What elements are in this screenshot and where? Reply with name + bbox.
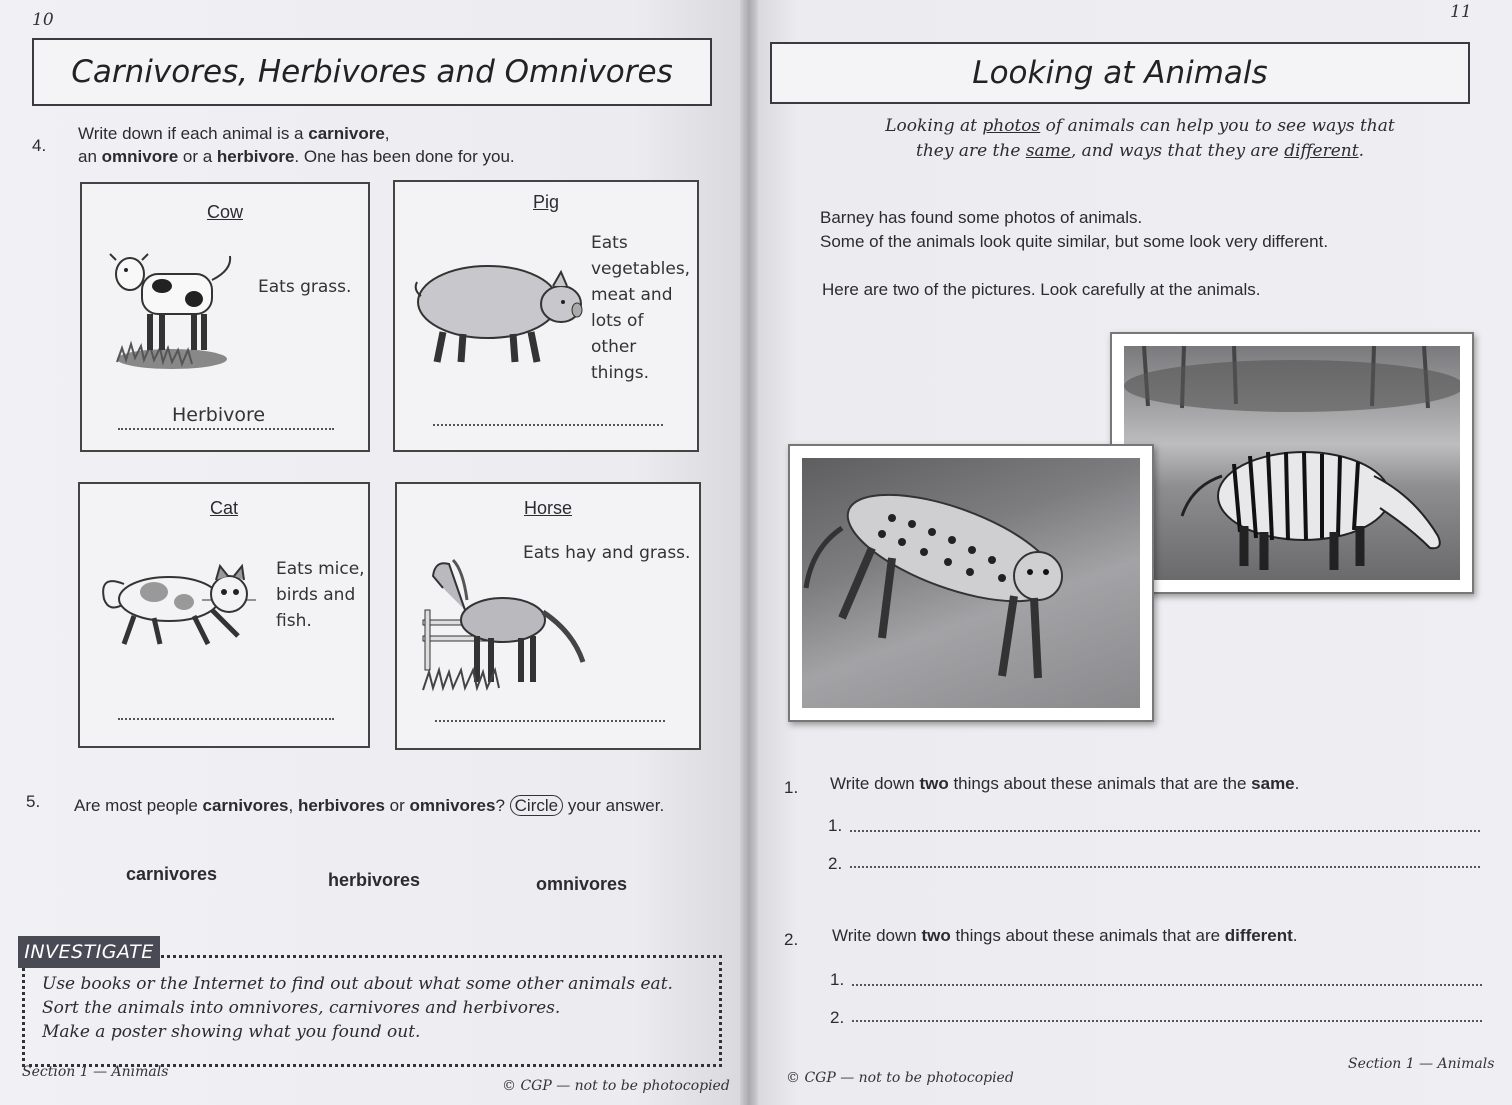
animal-card-cow xyxy=(80,182,370,452)
question-2-text: Write down two things about these animals that are different. xyxy=(832,926,1298,945)
title-text-right: Looking at Animals xyxy=(972,55,1268,91)
question-4-text: Write down if each animal is a carnivore, an omnivore or a herbivore. One has been done for you. xyxy=(78,124,515,166)
body-line-3: Here are two of the pictures. Look carefully at the animals. xyxy=(822,280,1261,299)
animal-card-cat xyxy=(78,482,370,748)
page-title-left xyxy=(32,38,712,106)
cow-illustration xyxy=(102,244,242,374)
q1-answer-1-label: 1. xyxy=(828,816,843,835)
investigate-line-2: Sort the animals into omnivores, carnivores and herbivores. xyxy=(42,998,561,1018)
q1-answer-2-label: 2. xyxy=(828,854,843,873)
q2-answer-1-line[interactable] xyxy=(852,984,1482,986)
answer-line-horse[interactable] xyxy=(435,720,665,722)
answer-line-cow[interactable] xyxy=(118,428,334,430)
investigate-line-3: Make a poster showing what you found out. xyxy=(42,1022,421,1042)
footer-section-right: Section 1 — Animals xyxy=(1348,1056,1495,1072)
page-title-right xyxy=(770,42,1470,104)
title-text-left: Carnivores, Herbivores and Omnivores xyxy=(71,54,673,90)
question-1-text: Write down two things about these animals that are the same. xyxy=(830,774,1300,793)
q1-answer-2-line[interactable] xyxy=(850,866,1480,868)
question-4-number: 4. xyxy=(32,136,47,155)
footer-section-left: Section 1 — Animals xyxy=(22,1064,169,1080)
investigate-tag: INVESTIGATE xyxy=(18,936,160,968)
animal-note-pig: Eats vegetables, meat and lots of other things. xyxy=(591,233,691,383)
body-line-2: Some of the animals look quite similar, but some look very different. xyxy=(820,232,1329,251)
question-5-number: 5. xyxy=(26,792,41,811)
zebra-image xyxy=(1124,346,1460,580)
book-gutter xyxy=(740,0,758,1105)
answer-line-pig[interactable] xyxy=(433,424,663,426)
answer-line-cat[interactable] xyxy=(118,718,334,720)
animal-note-cow: Eats grass. xyxy=(258,277,352,297)
footer-copyright-left: © CGP — not to be photocopied xyxy=(502,1078,730,1094)
animal-name-cow: Cow xyxy=(206,202,243,222)
animal-note-horse: Eats hay and grass. xyxy=(523,543,691,563)
page-number-left: 10 xyxy=(32,10,54,30)
zebra-photo xyxy=(1110,332,1474,594)
question-1-number: 1. xyxy=(784,778,799,797)
choice-omnivores[interactable]: omnivores xyxy=(536,874,628,894)
answer-cow: Herbivore xyxy=(172,404,266,426)
cat-illustration xyxy=(94,554,264,664)
animal-note-cat: Eats mice, birds and fish. xyxy=(276,559,365,631)
q1-answer-1-line[interactable] xyxy=(850,830,1480,832)
q2-answer-2-label: 2. xyxy=(830,1008,845,1027)
q2-answer-2-line[interactable] xyxy=(852,1020,1482,1022)
investigate-line-1: Use books or the Internet to find out about what some other animals eat. xyxy=(42,974,673,994)
question-5-text: Are most people carnivores, herbivores or omnivores? Circle your answer. xyxy=(74,796,665,815)
choice-carnivores[interactable]: carnivores xyxy=(126,864,218,884)
animal-card-pig xyxy=(393,180,699,452)
body-line-1: Barney has found some photos of animals. xyxy=(820,208,1143,227)
footer-copyright-right: © CGP — not to be photocopied xyxy=(786,1070,1014,1086)
pig-illustration xyxy=(413,252,583,372)
animal-card-horse xyxy=(395,482,701,750)
animal-name-pig: Pig xyxy=(532,192,559,212)
q2-answer-1-label: 1. xyxy=(830,970,845,989)
page-number-right: 11 xyxy=(1450,2,1472,22)
choice-herbivores[interactable]: herbivores xyxy=(328,870,421,890)
animal-name-horse: Horse xyxy=(523,498,572,518)
cheetah-photo xyxy=(788,444,1154,722)
cheetah-image xyxy=(802,458,1140,708)
question-2-number: 2. xyxy=(784,930,799,949)
animal-name-cat: Cat xyxy=(209,498,238,518)
intro-text: Looking at photos of animals can help you to see ways that they are the same, and ways that they are different. xyxy=(885,116,1395,161)
